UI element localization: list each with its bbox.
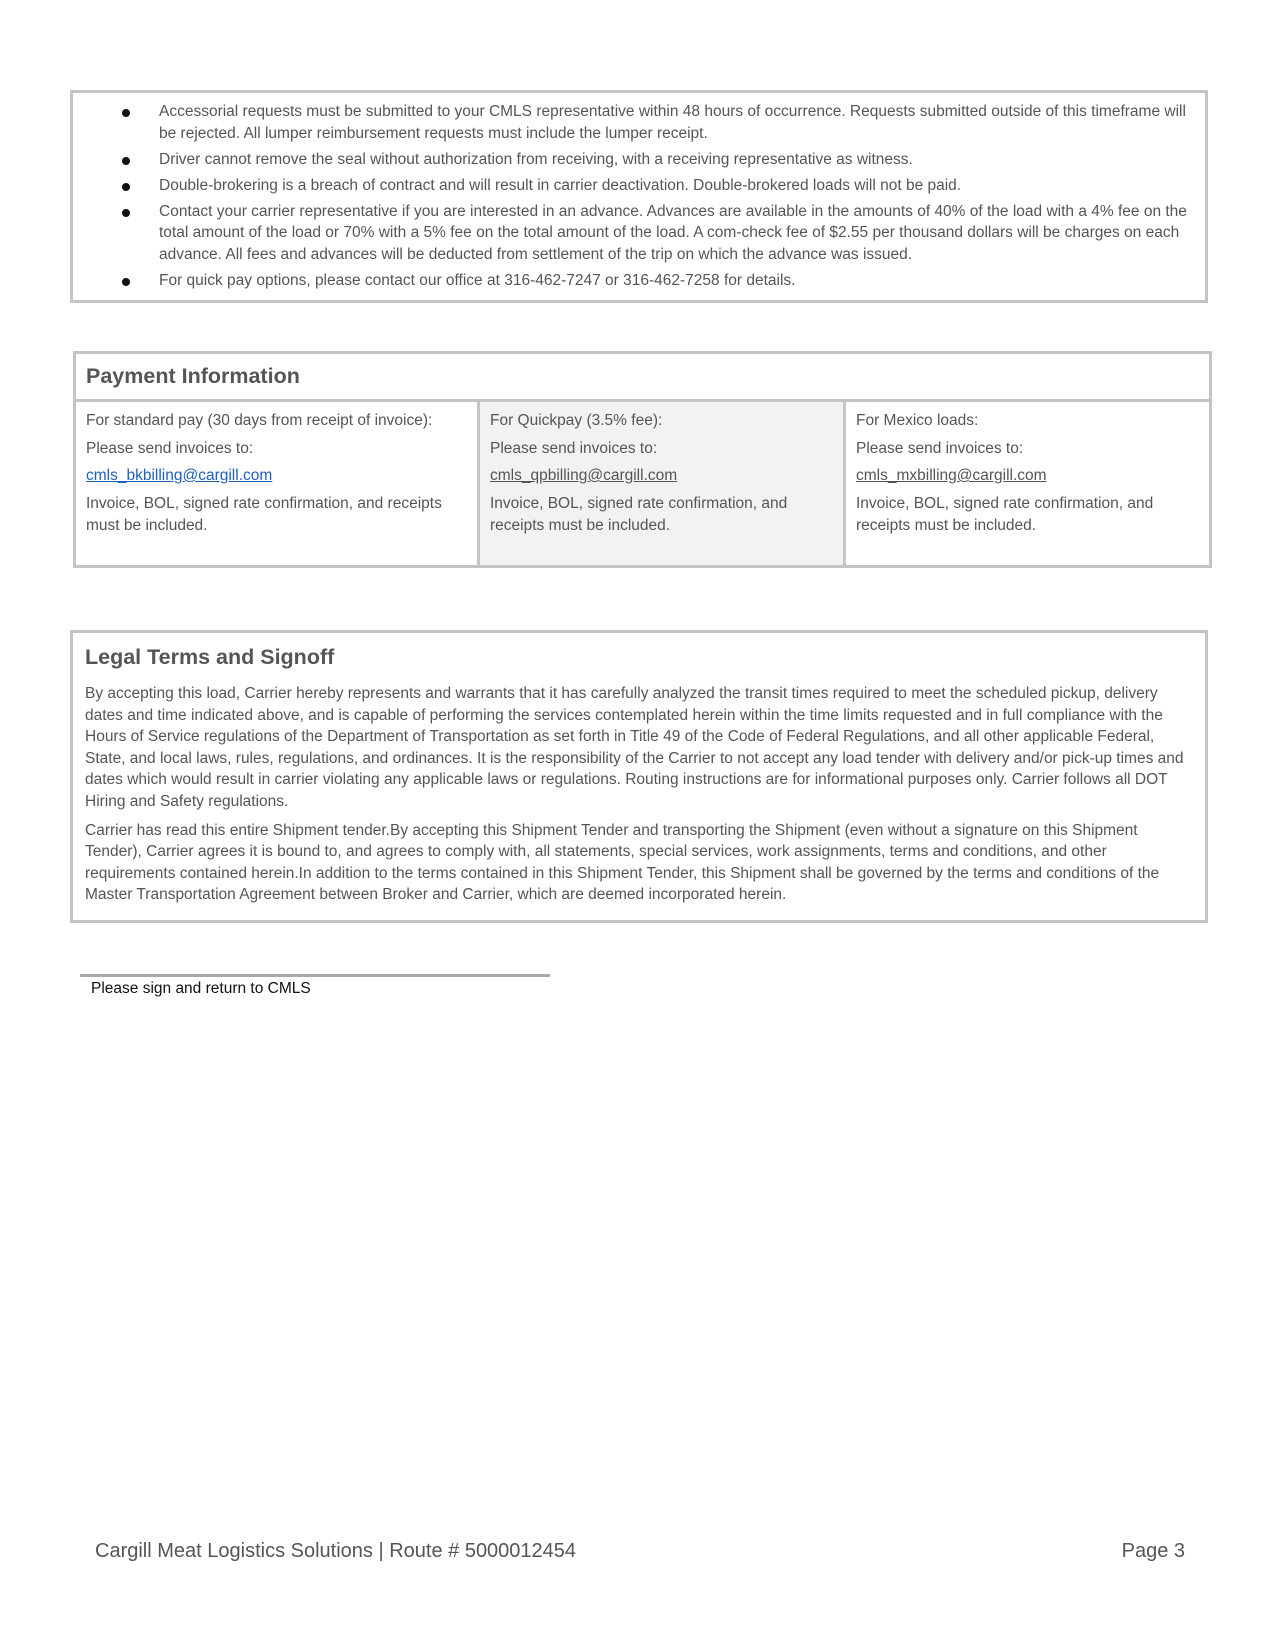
payment-column-mexico [846, 402, 1209, 565]
legal-paragraph: By accepting this load, Carrier hereby represents and warrants that it has carefully analyzed the transit times required to meet the scheduled pickup, delivery dates and time indicated above, and is capable of performing the services contemplated herein within the time limits requested and in full compliance with the Hours of Service regulations of the Department of Transportation as set forth in Title 49 of the Code of Federal Regulations, and all other applicable Federal, State, and local laws, rules, regulations, and ordinances. It is the responsibility of the Carrier to not accept any load tender with delivery and/or pick-up times and dates which would result in carrier violating any applicable laws or regulations. Routing instructions are for informational purposes only. Carrier follows all DOT Hiring and Safety regulations. [85, 685, 1184, 810]
legal-terms-section [70, 630, 1208, 923]
list-item [73, 101, 1187, 144]
legal-paragraph: Carrier has read this entire Shipment tender.By accepting this Shipment Tender and transporting the Shipment (even without a signature on this Shipment Tender), Carrier agrees it is bound to, and agrees to comply with, all statements, special services, work assignments, terms and conditions, and other requirements contained herein.In addition to the terms contained in this Shipment Tender, this Shipment shall be governed by the terms and conditions of the Master Transportation Agreement between Broker and Carrier, which are deemed incorporated herein. [85, 821, 1160, 903]
payment-requirements: Invoice, BOL, signed rate confirmation, and receipts must be included. [86, 494, 442, 534]
payment-information-section [73, 351, 1212, 568]
payment-column-quickpay [480, 402, 846, 565]
signature-line[interactable] [80, 974, 550, 977]
bullet-icon [122, 109, 130, 117]
send-to-label: Please send invoices to: [490, 439, 658, 457]
bullet-icon [122, 157, 130, 165]
payment-heading: For Quickpay (3.5% fee): [490, 412, 663, 429]
list-item [73, 149, 1187, 171]
page-number: Page 3 [1121, 1540, 1185, 1562]
payment-title: Payment Information [76, 354, 1209, 402]
email-link-mexico[interactable]: cmls_mxbilling@cargill.com [856, 467, 1047, 484]
list-item [73, 201, 1187, 266]
payment-column-standard [76, 402, 480, 565]
note-text: Accessorial requests must be submitted to your CMLS representative within 48 hours of occurrence. Requests submitted outside of this timeframe will be rejected. All lumper reimbursement requests must include the lumper receipt. [159, 103, 1186, 142]
note-text: Driver cannot remove the seal without authorization from receiving, with a receiving representative as witness. [159, 150, 913, 168]
send-to-label: Please send invoices to: [86, 439, 254, 457]
payment-requirements: Invoice, BOL, signed rate confirmation, and receipts must be included. [490, 494, 788, 534]
footer-route: Cargill Meat Logistics Solutions | Route # 5000012454 [95, 1540, 577, 1562]
notes-list [73, 101, 1187, 291]
list-item [73, 175, 1187, 197]
signature-label: Please sign and return to CMLS [91, 980, 311, 997]
note-text: Double-brokering is a breach of contract and will result in carrier deactivation. Double-brokered loads will not be paid. [159, 176, 962, 194]
email-link-standard[interactable]: cmls_bkbilling@cargill.com [86, 467, 273, 484]
note-text: For quick pay options, please contact our office at 316-462-7247 or 316-462-7258 for details. [159, 271, 796, 289]
notes-box [70, 90, 1208, 303]
bullet-icon [122, 209, 130, 217]
list-item [73, 270, 1187, 292]
email-link-quickpay[interactable]: cmls_qpbilling@cargill.com [490, 467, 678, 484]
bullet-icon [122, 183, 130, 191]
payment-columns [76, 402, 1209, 565]
send-to-label: Please send invoices to: [856, 439, 1024, 457]
legal-title: Legal Terms and Signoff [85, 645, 335, 669]
note-text: Contact your carrier representative if you are interested in an advance. Advances are available in the amounts of 40% of the load with a 4% fee on the total amount of the load or 70% with a 5% fee on the total amount of the load. A com-check fee of $2.55 per thousand dollars will be charges on each advance. All fees and advances will be deducted from settlement of the trip on which the advance was issued. [159, 202, 1187, 263]
payment-heading: For standard pay (30 days from receipt of invoice): [86, 412, 433, 429]
bullet-icon [122, 278, 130, 286]
payment-heading: For Mexico loads: [856, 412, 979, 429]
payment-requirements: Invoice, BOL, signed rate confirmation, and receipts must be included. [856, 494, 1154, 534]
